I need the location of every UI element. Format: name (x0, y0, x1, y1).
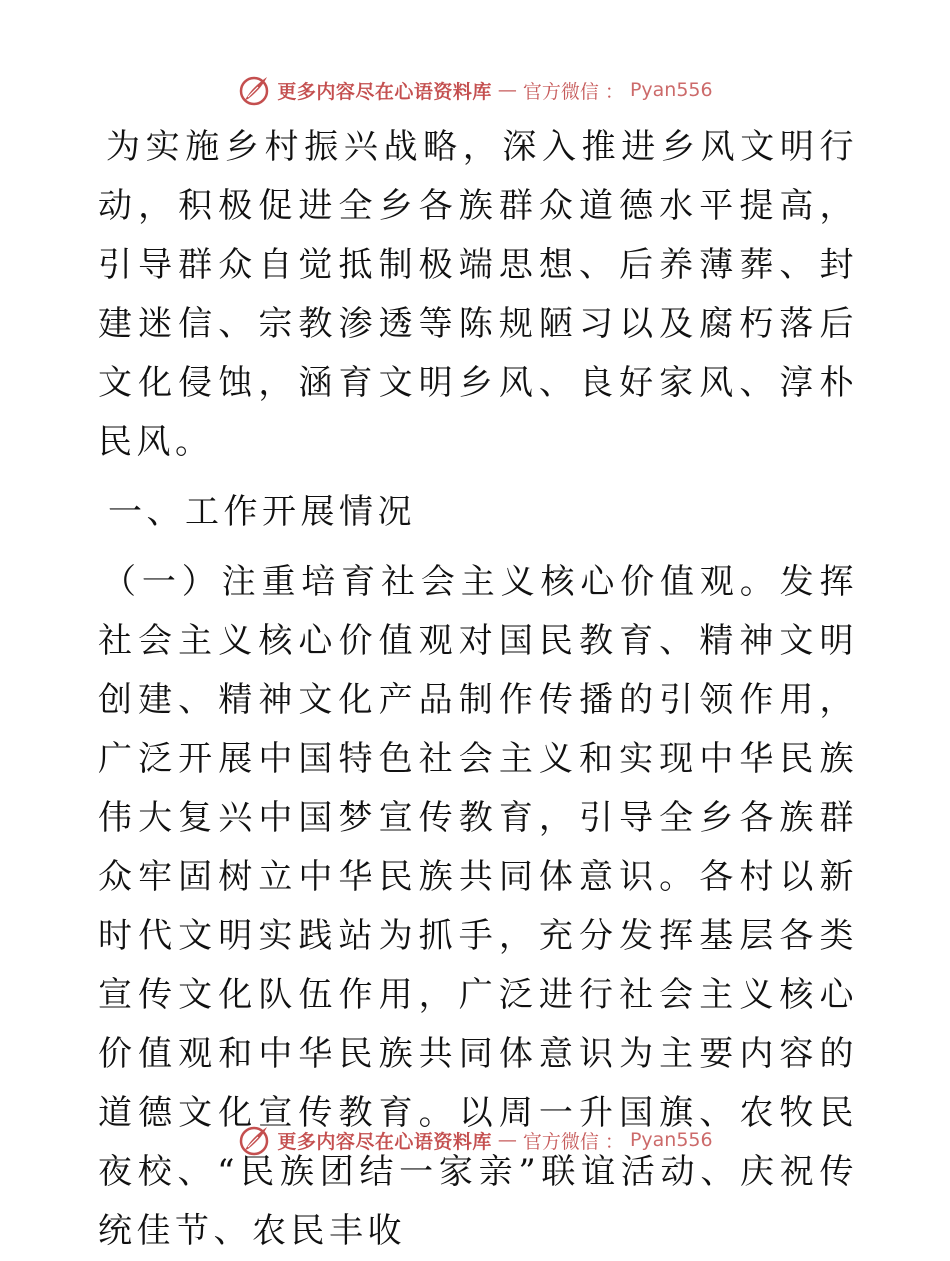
watermark-label: 官方微信 (522, 80, 599, 103)
watermark-header (0, 70, 950, 110)
paragraph-core-values: （一）注重培育社会主义核心价值观。发挥社会主义核心价值观对国民教育、精神文明创建、精神文化产品制作传播的引领作用，广泛开展中国特色社会主义和实现中华民族伟大复兴中国梦宣传教育，引导全乡各族群众牢固树立中华民族共同体意识。各村以新时代文明实践站为抓手，充分发挥基层各类宣传文化队伍作用，广泛进行社会主义核心价值观和中华民族共同体意识为主要内容的道德文化宣传教育。以周一升国旗、农牧民夜校、“民族团结一家亲”联谊活动、庆祝传统佳节、农民丰收 (98, 562, 858, 1251)
watermark-footer (0, 1120, 950, 1160)
paragraph-intro: 为实施乡村振兴战略，深入推进乡风文明行动，积极促进全乡各族群众道德水平提高，引导群众自觉抵制极端思想、后养薄葬、封建迷信、宗教渗透等陈规陋习以及腐朽落后文化侵蚀，涵育文明乡风、良好家风、淳朴民风。 (98, 127, 858, 462)
document-body (98, 118, 858, 1261)
quill-logo-icon (237, 73, 271, 107)
watermark-site-text: 更多内容尽在心语资料库 (277, 80, 492, 103)
watermark-id: Pyan556 (629, 1129, 713, 1151)
section-heading: 一、工作开展情况 (108, 492, 416, 532)
quill-logo-icon (237, 1123, 271, 1157)
watermark-dash: — (497, 1129, 517, 1151)
watermark-colon: ： (604, 80, 624, 103)
watermark-site-text: 更多内容尽在心语资料库 (277, 1130, 492, 1153)
watermark-dash: — (497, 79, 517, 101)
watermark-label: 官方微信 (522, 1130, 599, 1153)
watermark-id: Pyan556 (629, 79, 713, 101)
watermark-colon: ： (604, 1130, 624, 1153)
